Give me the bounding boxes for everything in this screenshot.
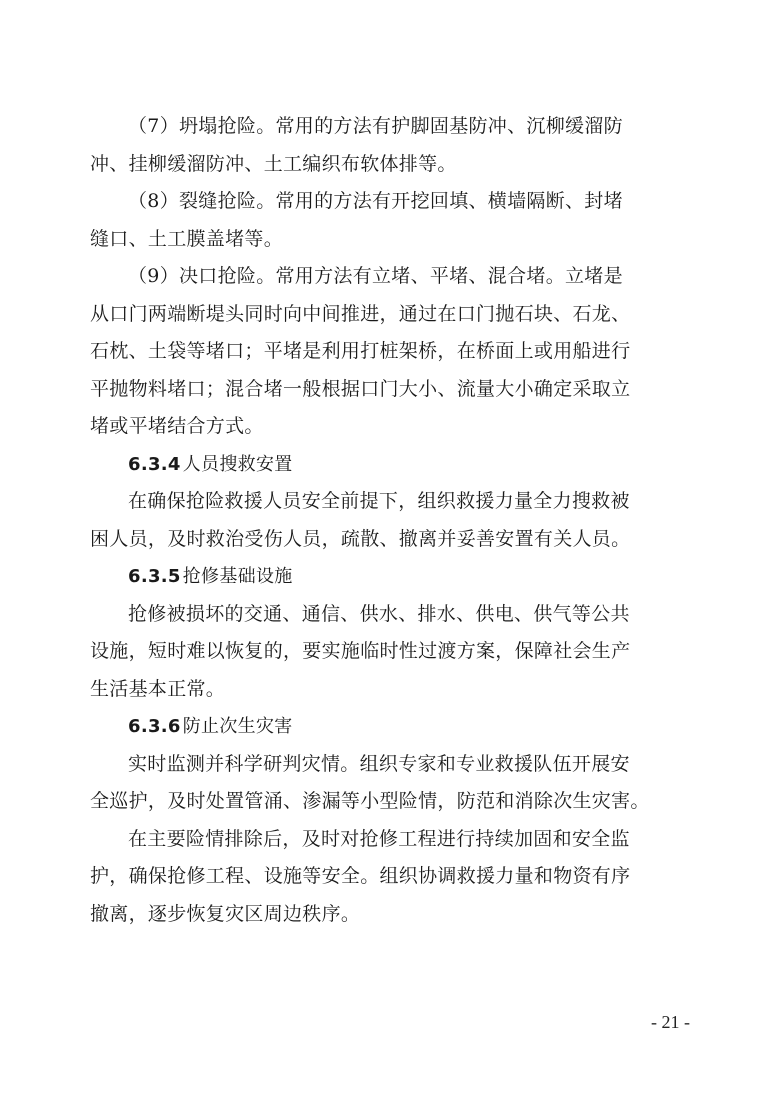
section-heading [128, 713, 690, 740]
section-number: 6.3.5 [128, 566, 181, 587]
paragraph-line: 平抛物料堵口；混合堵一般根据口门大小、流量大小确定采取立 [90, 378, 631, 400]
section-title: 人员搜救安置 [182, 454, 293, 475]
paragraph-line: 设施，短时难以恢复的，要实施临时性过渡方案，保障社会生产 [90, 640, 631, 662]
section-title: 防止次生灾害 [182, 716, 293, 737]
section-heading [128, 451, 690, 478]
paragraph-line: 抢修被损坏的交通、通信、供水、排水、供电、供气等公共 [128, 603, 630, 625]
paragraph-line: 在主要险情排除后，及时对抢修工程进行持续加固和安全监 [128, 828, 630, 850]
section-number: 6.3.6 [128, 716, 181, 737]
paragraph-line: 困人员，及时救治受伤人员，疏散、撤离并妥善安置有关人员。 [90, 528, 631, 550]
paragraph-line: 实时监测并科学研判灾情。组织专家和专业救援队伍开展安 [128, 753, 630, 775]
paragraph-line: 堵或平堵结合方式。 [90, 415, 264, 437]
section-title: 抢修基础设施 [182, 566, 293, 587]
paragraph-line: 生活基本正常。 [90, 678, 226, 700]
paragraph-line: 缝口、土工膜盖堵等。 [90, 228, 284, 250]
paragraph-line: 冲、挂柳缓溜防冲、土工编织布软体排等。 [90, 153, 457, 175]
paragraph-line: 从口门两端断堤头同时向中间推进，通过在口门抛石块、石龙、 [90, 303, 631, 325]
section-number: 6.3.4 [128, 454, 181, 475]
paragraph-line: （8）裂缝抢险。常用的方法有开挖回填、横墙隔断、封堵 [128, 190, 623, 212]
paragraph-line: （9）决口抢险。常用方法有立堵、平堵、混合堵。立堵是 [128, 265, 623, 287]
page-number: - 21 - [651, 1012, 690, 1032]
paragraph-line: 石枕、土袋等堵口；平堵是利用打桩架桥，在桥面上或用船进行 [90, 340, 631, 362]
paragraph-line: 在确保抢险救援人员安全前提下，组织救援力量全力搜救被 [128, 490, 630, 512]
paragraph-line: 护，确保抢修工程、设施等安全。组织协调救援力量和物资有序 [90, 865, 631, 887]
paragraph-line: （7）坍塌抢险。常用的方法有护脚固基防冲、沉柳缓溜防 [128, 115, 623, 137]
section-heading [128, 563, 690, 590]
paragraph-line: 撤离，逐步恢复灾区周边秩序。 [90, 903, 361, 925]
paragraph-line: 全巡护，及时处置管涌、渗漏等小型险情，防范和消除次生灾害。 [90, 790, 650, 812]
